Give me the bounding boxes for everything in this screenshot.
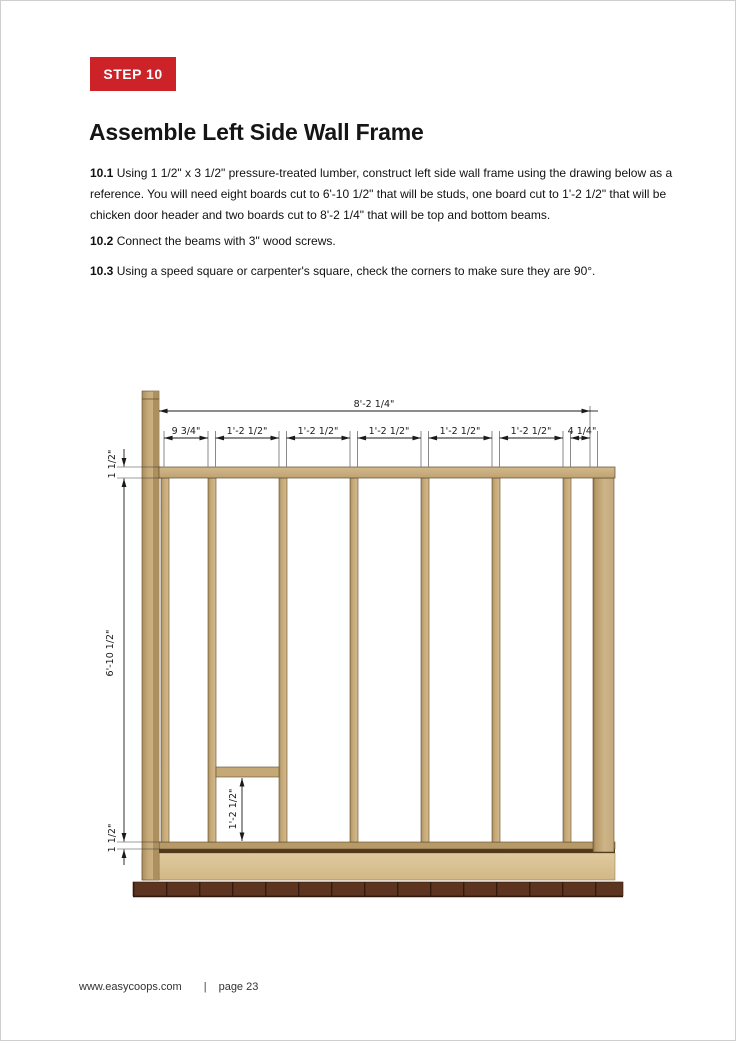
step-badge: [90, 57, 176, 91]
footer-separator: |: [203, 981, 207, 993]
dimension-label: 1'-2 1/2": [226, 426, 268, 437]
step-paragraph: [90, 231, 688, 252]
top-beam: [159, 467, 615, 478]
stud: [421, 478, 429, 842]
step-badge-label: STEP 10: [103, 66, 163, 82]
step-text: Using 1 1/2" x 3 1/2" pressure-treated lumber, construct left side wall frame using the drawing below as a reference. You will need eight boards cut to 6'-10 1/2" that will be studs, one board cut to 1'-2 1/2" that will be chicken door header and two boards cut to 8'-2 1/4" that will be top and bottom beams.: [90, 166, 673, 222]
stud: [563, 478, 571, 842]
dimension-label: 6'-10 1/2": [105, 629, 116, 677]
stud: [208, 478, 216, 842]
dimension-label: 1'-2 1/2": [297, 426, 339, 437]
footer-page-number: page 23: [218, 981, 259, 993]
step-text: Connect the beams with 3" wood screws.: [116, 234, 336, 248]
corner-stud-shade: [153, 391, 159, 880]
dimension-lines: [124, 411, 598, 865]
frame-lumber: [133, 391, 623, 897]
bottom-beam: [159, 842, 615, 849]
dimension-label: 1'-2 1/2": [510, 426, 552, 437]
bottom-beam-dark-band: [142, 849, 615, 853]
step-paragraph: [90, 163, 688, 226]
end-stud-right: [593, 478, 614, 852]
step-text: Using a speed square or carpenter's square, check the corners to make sure they are 90°.: [116, 264, 596, 278]
dimension-label: 1'-2 1/2": [368, 426, 410, 437]
page-footer: [79, 981, 258, 993]
brick-foundation: [133, 882, 623, 896]
stud: [350, 478, 358, 842]
dimension-label: 1 1/2": [107, 823, 118, 853]
step-number: 10.2: [90, 234, 114, 248]
dimension-label: 8'-2 1/4": [353, 399, 395, 410]
bottom-beam-face: [142, 853, 615, 880]
wall-frame-drawing: [1, 386, 736, 926]
step-paragraph: [90, 261, 688, 282]
stud: [492, 478, 500, 842]
dimension-label: 1'-2 1/2": [228, 788, 239, 830]
stud: [161, 478, 169, 842]
dimension-label: 9 3/4": [171, 426, 201, 437]
footer-site: www.easycoops.com: [79, 981, 182, 993]
step-number: 10.3: [90, 264, 114, 278]
chicken-door-header: [216, 767, 279, 777]
dimension-label: 4 1/4": [567, 426, 597, 437]
step-number: 10.1: [90, 166, 114, 180]
dimension-label: 1'-2 1/2": [439, 426, 481, 437]
page-title: Assemble Left Side Wall Frame: [89, 119, 424, 145]
stud: [279, 478, 287, 842]
dimension-label: 1 1/2": [107, 449, 118, 479]
